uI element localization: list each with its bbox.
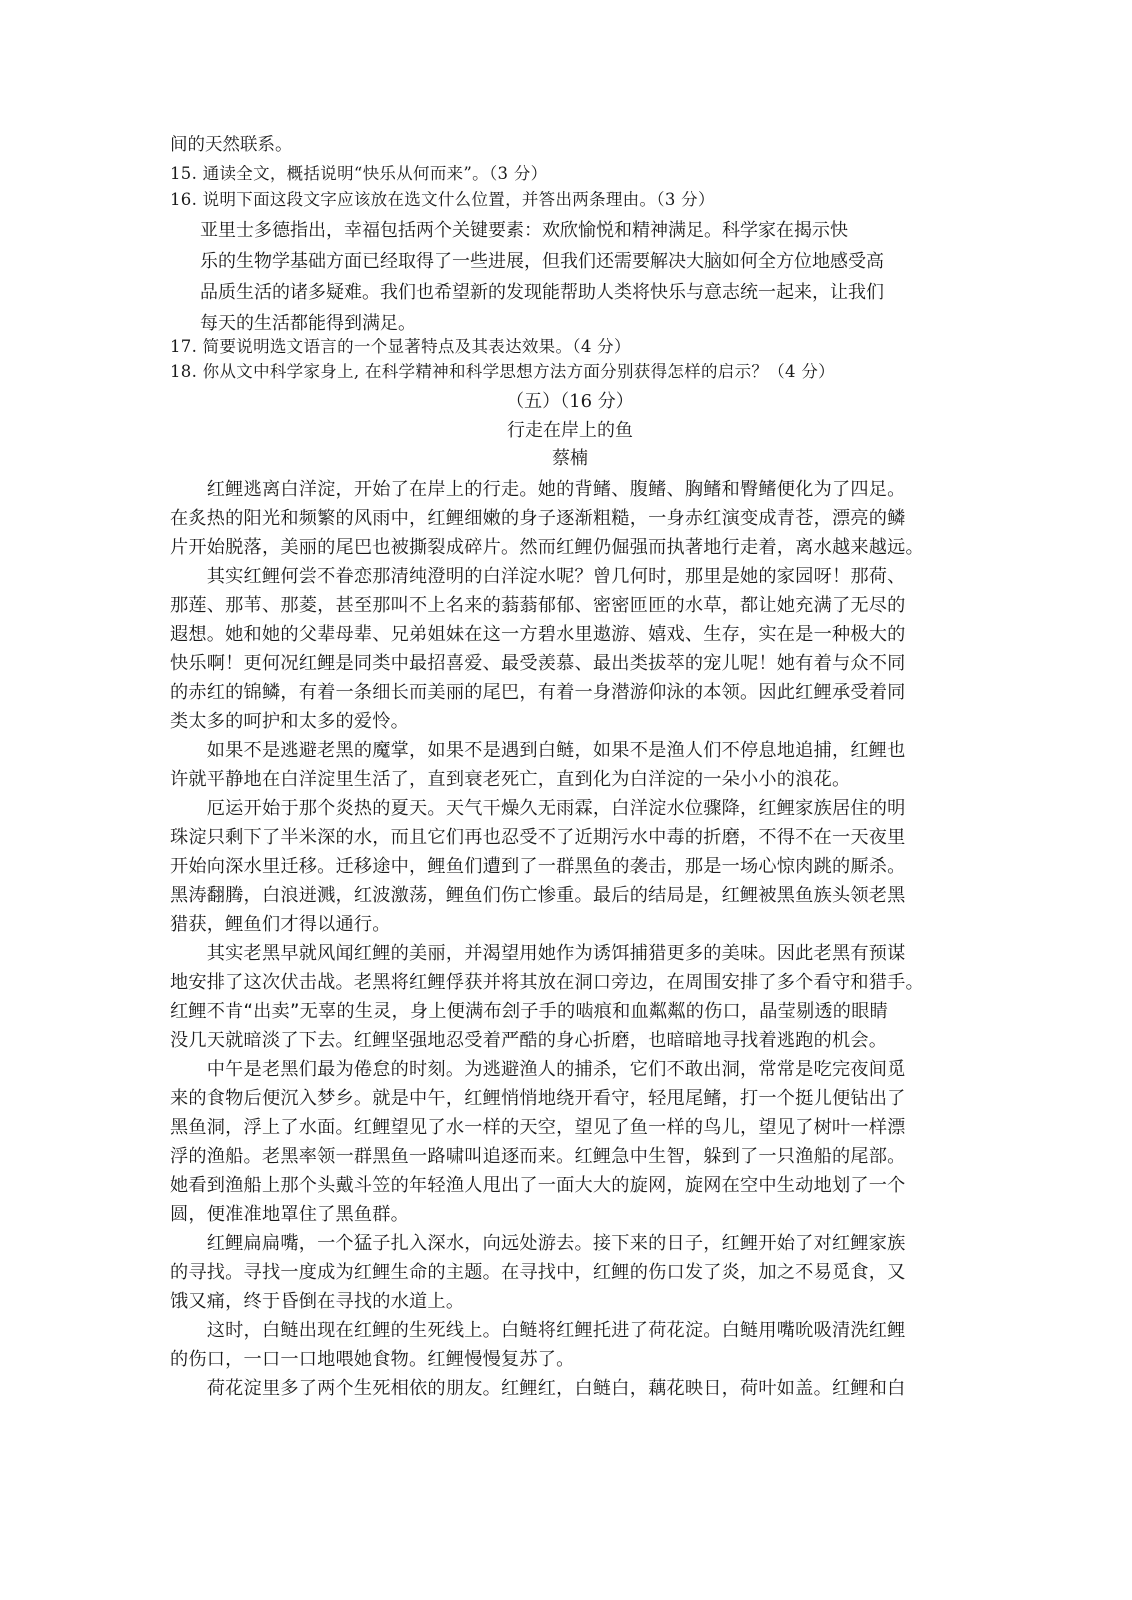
story-line: 开始向深水里迁移。迁移途中，鲤鱼们遭到了一群黑鱼的袭击，那是一场心惊肉跳的厮杀。 [170,856,906,877]
question-18: 18. 你从文中科学家身上, 在科学精神和科学思想方法方面分别获得怎样的启示？（4 分） [170,362,835,381]
quote-line: 品质生活的诸多疑难。我们也希望新的发现能帮助人类将快乐与意志统一起来，让我们 [200,282,884,303]
question-15: 15. 通读全文，概括说明“快乐从何而来”。（3 分） [170,164,548,183]
story-line: 红鲤扁扁嘴，一个猛子扎入深水，向远处游去。接下来的日子，红鲤开始了对红鲤家族 [170,1233,906,1254]
story-line: 在炙热的阳光和频繁的风雨中，红鲤细嫩的身子逐渐粗糙，一身赤红演变成青苍，漂亮的鳞 [170,508,906,529]
story-line: 快乐啊！更何况红鲤是同类中最招喜爱、最受羡慕、最出类拔萃的宠儿呢！她有着与众不同 [170,653,906,674]
story-line: 猎获，鲤鱼们才得以通行。 [170,914,391,935]
story-line: 这时，白鲢出现在红鲤的生死线上。白鲢将红鲤托进了荷花淀。白鲢用嘴吮吸清洗红鲤 [170,1320,906,1341]
continued-text: 间的天然联系。 [170,135,293,155]
story-line: 珠淀只剩下了半米深的水，而且它们再也忍受不了近期污水中毒的折磨，不得不在一天夜里 [170,827,906,848]
question-17: 17. 简要说明选文语言的一个显著特点及其表达效果。（4 分） [170,337,631,356]
story-line: 的伤口，一口一口地喂她食物。红鲤慢慢复苏了。 [170,1349,575,1370]
story-line: 黑涛翻腾，白浪迸溅，红波激荡，鲤鱼们伤亡惨重。最后的结局是，红鲤被黑鱼族头领老黑 [170,885,906,906]
quote-line: 亚里士多德指出，幸福包括两个关键要素：欢欣愉悦和精神满足。科学家在揭示快 [200,220,848,241]
story-line: 的赤红的锦鳞，有着一条细长而美丽的尾巴，有着一身潜游仰泳的本领。因此红鲤承受着同 [170,682,906,703]
story-line: 没几天就暗淡了下去。红鲤坚强地忍受着严酷的身心折磨，也暗暗地寻找着逃跑的机会。 [170,1030,888,1051]
section-number: （五）（16 分） [506,391,634,412]
story-author: 蔡楠 [552,448,588,469]
story-line: 来的食物后便沉入梦乡。就是中午，红鲤悄悄地绕开看守，轻甩尾鳍，打一个挺儿便钻出了 [170,1088,906,1109]
question-16: 16. 说明下面这段文字应该放在选文什么位置，并答出两条理由。（3 分） [170,190,715,209]
story-line: 厄运开始于那个炎热的夏天。天气干燥久无雨霖，白洋淀水位骤降，红鲤家族居住的明 [170,798,906,819]
story-line: 地安排了这次伏击战。老黑将红鲤俘获并将其放在洞口旁边，在周围安排了多个看守和猎手。 [170,972,924,993]
story-line: 许就平静地在白洋淀里生活了，直到衰老死亡，直到化为白洋淀的一朵小小的浪花。 [170,769,851,790]
story-line: 其实老黑早就风闻红鲤的美丽，并渴望用她作为诱饵捕猎更多的美味。因此老黑有预谋 [170,943,906,964]
quote-line: 乐的生物学基础方面已经取得了一些进展，但我们还需要解决大脑如何全方位地感受高 [200,251,884,272]
story-title: 行走在岸上的鱼 [507,420,633,441]
story-line: 红鲤逃离白洋淀，开始了在岸上的行走。她的背鳍、腹鳍、胸鳍和臀鳍便化为了四足。 [170,479,906,500]
story-line: 她看到渔船上那个头戴斗笠的年轻渔人甩出了一面大大的旋网，旋网在空中生动地划了一个 [170,1175,906,1196]
story-line: 其实红鲤何尝不眷恋那清纯澄明的白洋淀水呢？曾几何时，那里是她的家园呀！那荷、 [170,566,906,587]
story-line: 遐想。她和她的父辈母辈、兄弟姐妹在这一方碧水里遨游、嬉戏、生存，实在是一种极大的 [170,624,906,645]
story-line: 黑鱼洞，浮上了水面。红鲤望见了水一样的天空，望见了鱼一样的鸟儿，望见了树叶一样漂 [170,1117,906,1138]
story-line: 浮的渔船。老黑率领一群黑鱼一路啸叫追逐而来。红鲤急中生智，躲到了一只渔船的尾部。 [170,1146,906,1167]
quote-line: 每天的生活都能得到满足。 [200,313,416,334]
story-line: 红鲤不肯“出卖”无辜的生灵，身上便满布刽子手的啮痕和血粼粼的伤口，晶莹剔透的眼睛 [170,1001,888,1022]
story-line: 类太多的呵护和太多的爱怜。 [170,711,410,732]
story-line: 中午是老黑们最为倦怠的时刻。为逃避渔人的捕杀，它们不敢出洞，常常是吃完夜间觅 [170,1059,906,1080]
story-line: 如果不是逃避老黑的魔掌，如果不是遇到白鲢，如果不是渔人们不停息地追捕，红鲤也 [170,740,906,761]
story-line: 饿又痛，终于昏倒在寻找的水道上。 [170,1291,465,1312]
story-line: 片开始脱落，美丽的尾巴也被撕裂成碎片。然而红鲤仍倔强而执著地行走着，离水越来越远。 [170,537,924,558]
story-line: 的寻找。寻找一度成为红鲤生命的主题。在寻找中，红鲤的伤口发了炎，加之不易觅食，又 [170,1262,906,1283]
story-line: 圆，便准准地罩住了黑鱼群。 [170,1204,410,1225]
story-line: 荷花淀里多了两个生死相依的朋友。红鲤红，白鲢白，藕花映日，荷叶如盖。红鲤和白 [170,1378,906,1399]
story-line: 那莲、那苇、那菱，甚至那叫不上名来的蓊蓊郁郁、密密匝匝的水草，都让她充满了无尽的 [170,595,906,616]
